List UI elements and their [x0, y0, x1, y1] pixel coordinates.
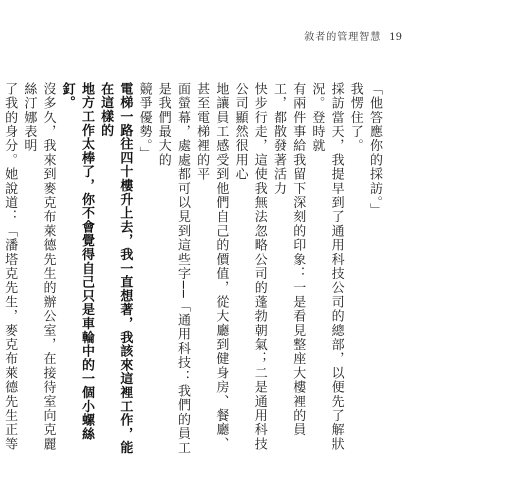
book-title: 敘者的管理智慧 — [304, 32, 382, 43]
running-header — [304, 28, 402, 43]
text-line-emphasis: 地方工作太棒了，你不會覺得自己只是車輪中的一個小螺絲釘。 — [59, 82, 94, 441]
text-line: 「他答應你的採訪。」 — [367, 82, 382, 218]
text-line: 快步行走，這使我無法忽略公司的蓬勃朝氣；二是通用科技公司顯然很用心 — [232, 82, 267, 452]
text-line: 採訪當天，我提早到了通用科技公司的總部，以便先了解狀況。登時就 — [309, 82, 344, 452]
text-line: 有兩件事給我留下深刻的印象：一是看見整座大樓裡的員工，都散發著活力 — [270, 82, 306, 437]
text-line: 競爭優勢。」 — [136, 82, 152, 161]
text-line: 了我的身分。她說道：「潘塔克先生，麥克布萊德先生正等 — [2, 82, 18, 452]
text-line: 我愣住了。 — [347, 82, 363, 153]
text-line: 沒多久，我來到麥克布萊德先生的辦公室，在接待室向克麗絲汀娜表明 — [21, 82, 56, 452]
vertical-text-body — [2, 82, 384, 462]
text-line: 地讓員工感受到他們自己的價值，從大廳到健身房、餐廳、甚至電梯裡的平 — [194, 82, 229, 452]
text-line: 面螢幕，處處都可以見到這些字──「通用科技：我們的員工是我們最大的 — [155, 82, 190, 456]
text-line-emphasis: 電梯一路往四十樓升上去，我一直想著，我該來這裡工作，能在這樣的 — [98, 82, 133, 455]
page-number: 19 — [389, 32, 402, 43]
